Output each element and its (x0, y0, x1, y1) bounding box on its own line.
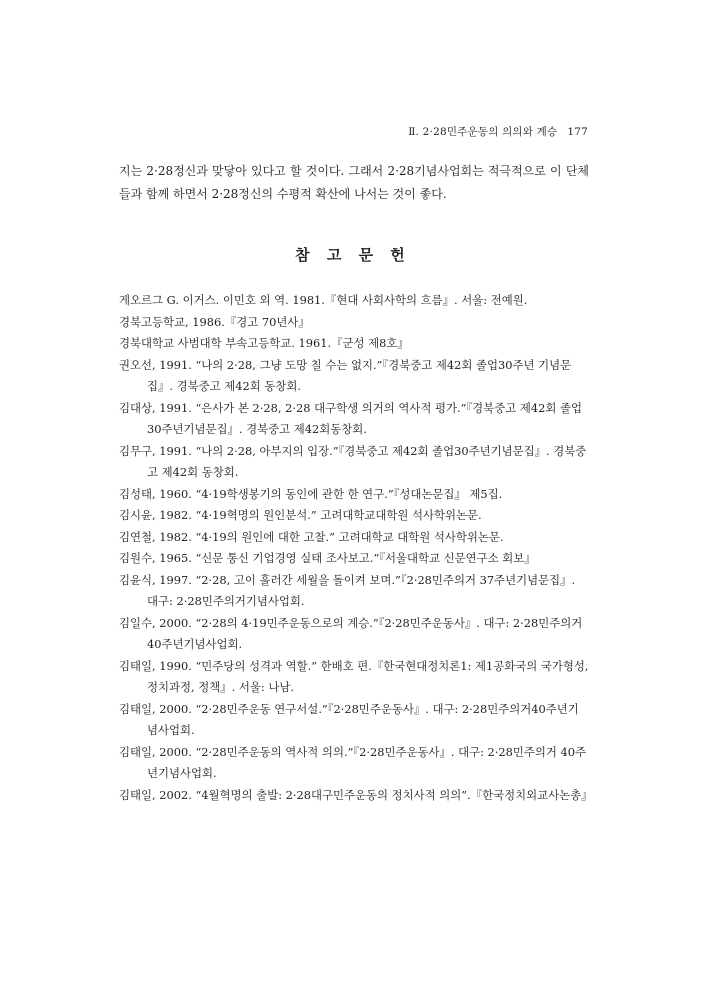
reference-item: 김대상, 1991. “은사가 본 2·28, 2·28 대구학생 의거의 역사적 평가.”『경북중고 제42회 졸업30주년기념문집』. 경북중고 제42회동창회. (119, 400, 582, 436)
intro-paragraph: 지는 2·28정신과 맞닿아 있다고 할 것이다. 그래서 2·28기념사업회는 적극적으로 이 단체들과 함께 하면서 2·28정신의 수평적 확산에 나서는 것이 좋다. (119, 164, 589, 201)
reference-item: 김원수, 1965. “신문 통신 기업경영 실태 조사보고.”『서울대학교 신문연구소 회보』 (119, 551, 536, 565)
running-header (408, 124, 588, 139)
reference-item: 김시윤, 1982. “4·19혁명의 원인분석.” 고려대학교대학원 석사학위논문. (119, 508, 482, 522)
reference-item: 게오르그 G. 이거스. 이민호 외 역. 1981.『현대 사회사학의 흐름』. 서울: 전예원. (119, 293, 528, 307)
reference-item: 권오선, 1991. “나의 2·28, 그냥 도망 칠 수는 없지.”『경북중고 제42회 졸업30주년 기념문집』. 경북중고 제42회 동창회. (119, 357, 572, 393)
reference-item: 김일수, 2000. “2·28의 4·19민주운동으로의 계승.”『2·28민주운동사』. 대구: 2·28민주의거40주년기념사업회. (119, 615, 583, 651)
reference-item: 김태일, 2000. “2·28민주운동 연구서설.”『2·28민주운동사』. 대구: 2·28민주의거40주년기념사업회. (119, 701, 579, 737)
reference-item: 김태일, 2002. “4월혁명의 출발: 2·28대구민주운동의 정치사적 의의”.『한국정치외교사논총』 (119, 787, 593, 802)
reference-item: 김성태, 1960. “4·19학생봉기의 동인에 관한 한 연구.”『성대논문집』 제5집. (119, 486, 503, 501)
reference-list (119, 290, 593, 806)
section-title: 참 고 문 헌 (295, 246, 411, 264)
reference-item: 김무구, 1991. “나의 2·28, 아부지의 입장.”『경북중고 제42회 졸업30주년기념문집』. 경북중고 제42회 동창회. (119, 443, 587, 479)
reference-item: 김윤식, 1997. “2·28, 고이 흘러간 세월을 돌이켜 보며.”『2·28민주의거 37주년기념문집』. 대구: 2·28민주의거기념사업회. (119, 572, 576, 608)
reference-item: 경북대학교 사범대학 부속고등학교. 1961.『군성 제8호』 (119, 336, 409, 350)
page-number: 177 (567, 126, 588, 138)
running-title: Ⅱ. 2·28민주운동의 의의와 계승 (408, 126, 558, 138)
reference-item: 김태일, 2000. “2·28민주운동의 역사적 의의.”『2·28민주운동사』. 대구: 2·28민주의거 40주년기념사업회. (119, 744, 587, 780)
reference-item: 김연철, 1982. “4·19의 원인에 대한 고찰.” 고려대학교 대학원 석사학위논문. (119, 529, 504, 544)
reference-item: 김태일, 1990. “민주당의 성격과 역할.” 한배호 편.『한국현대정치론1: 제1공화국의 국가형성, 정치과정, 정책』. 서울: 나남. (119, 658, 589, 694)
reference-item: 경북고등학교, 1986.『경고 70년사』 (119, 314, 310, 329)
intro-text (119, 160, 589, 206)
